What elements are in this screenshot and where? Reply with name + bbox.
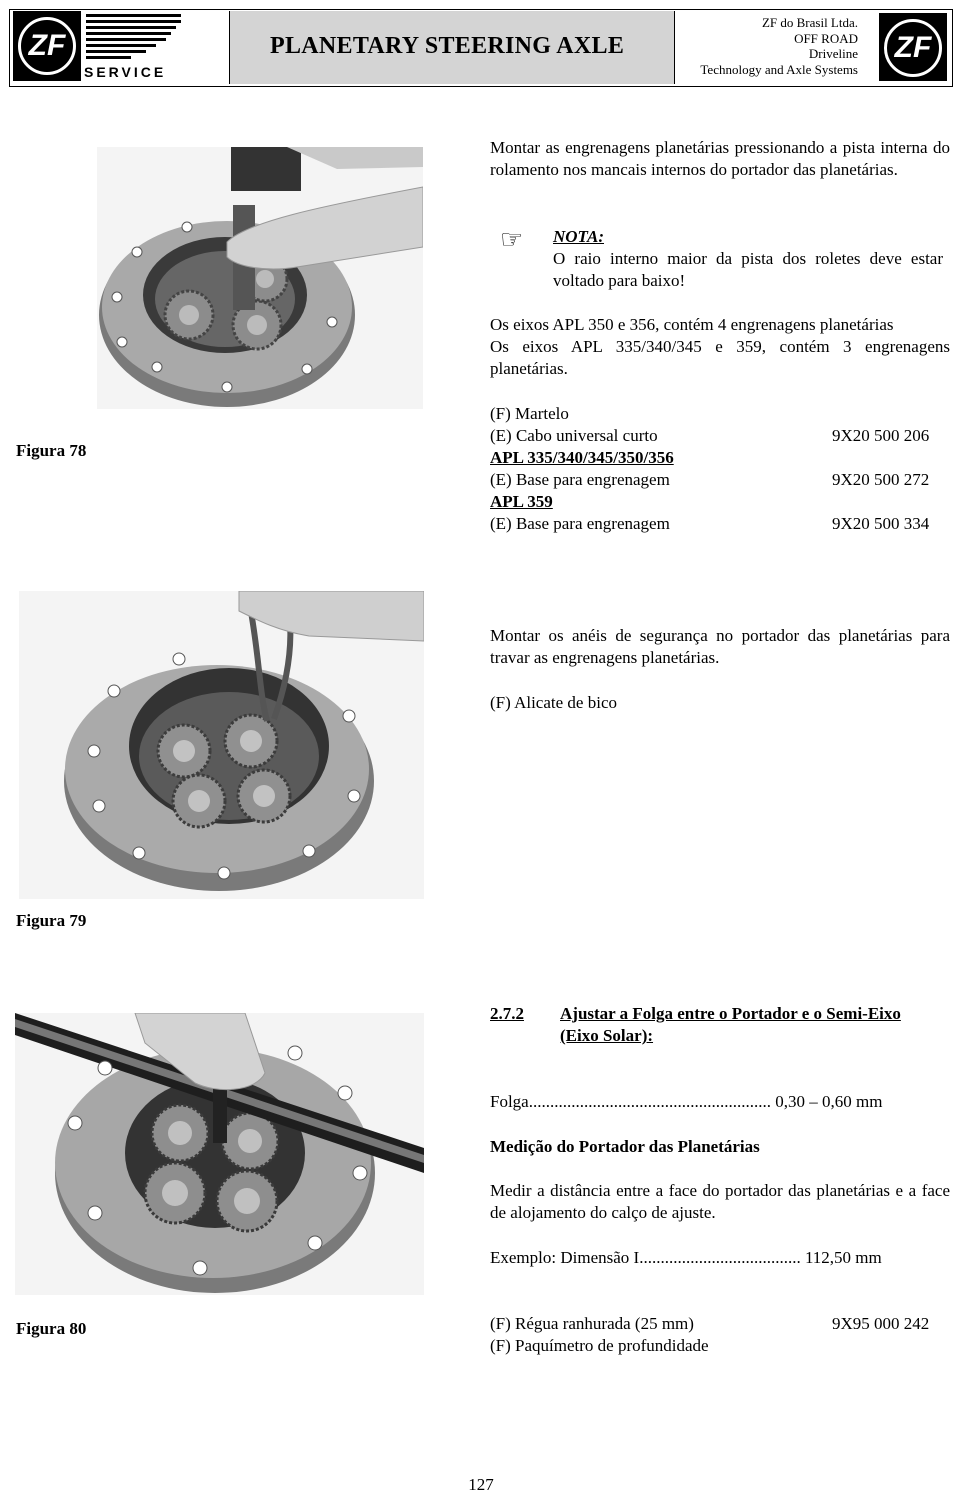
section-79-paragraph: Montar os anéis de segurança no portador das planetárias para travar as engrenagens planetárias.: [490, 626, 950, 667]
zf-logo-left: [13, 11, 81, 81]
tool-line: [490, 1313, 950, 1335]
page-title: PLANETARY STEERING AXLE: [270, 33, 625, 59]
section-heading-line-2: (Eixo Solar):: [560, 1026, 654, 1045]
figure-80-photo: [15, 1013, 424, 1295]
figure-78-label: Figura 78: [16, 441, 87, 460]
page-number: 127: [468, 1475, 494, 1494]
note-title: NOTA:: [553, 227, 604, 246]
company-line-3: Driveline: [808, 46, 858, 61]
tool-name: (E) Cabo universal curto: [490, 426, 658, 445]
tool-code: 9X95 000 242: [832, 1314, 930, 1333]
tool-line: (F) Alicate de bico: [490, 693, 617, 712]
tool-line: [490, 513, 950, 535]
note-text: O raio interno maior da pista dos roletes deve estar voltado para baixo!: [553, 249, 943, 290]
tool-list-78: [490, 403, 950, 535]
axles-text-2: Os eixos APL 335/340/345 e 359, contém 3 engrenagens planetárias.: [490, 337, 950, 378]
tool-group-heading: APL 335/340/345/350/356: [490, 448, 674, 467]
company-info: [700, 15, 858, 77]
tool-list-80: [490, 1313, 950, 1357]
zf-logo-text: ZF: [18, 17, 76, 75]
service-stripes-icon: [86, 14, 181, 62]
tool-code: 9X20 500 334: [832, 514, 930, 533]
section-78-paragraph: Montar as engrenagens planetárias pressionando a pista interna do rolamento nos mancais internos do portador das planetárias.: [490, 138, 950, 179]
tool-code: 9X20 500 206: [832, 426, 930, 445]
company-line-1: ZF do Brasil Ltda.: [761, 15, 858, 30]
tool-line: [490, 469, 950, 491]
company-line-4: Technology and Axle Systems: [700, 61, 858, 77]
section-80-paragraph: Medir a distância entre a face do portador das planetárias e a face de alojamento do calço de ajuste.: [490, 1181, 950, 1222]
figure-79-photo: [19, 591, 424, 899]
clearance-spec: Folga......................................................... 0,30 – 0,60 mm: [490, 1092, 883, 1111]
company-line-2: OFF ROAD: [794, 30, 858, 46]
service-label: SERVICE: [84, 64, 167, 80]
figure-78-photo: [97, 147, 423, 409]
zf-logo-text-right: ZF: [884, 19, 942, 77]
tool-line: [490, 425, 950, 447]
example-dimension: Exemplo: Dimensão I...................................... 112,50 mm: [490, 1248, 882, 1267]
tool-name: (F) Régua ranhurada (25 mm): [490, 1314, 694, 1333]
tool-name: (E) Base para engrenagem: [490, 514, 670, 533]
tool-code: 9X20 500 272: [832, 470, 930, 489]
tool-line: (F) Martelo: [490, 404, 569, 423]
pointing-hand-icon: ☞: [500, 225, 524, 254]
tool-group-heading: APL 359: [490, 492, 553, 511]
section-number: 2.7.2: [490, 1004, 524, 1023]
axles-text-1: Os eixos APL 350 e 356, contém 4 engrenagens planetárias: [490, 315, 894, 334]
title-box: [229, 11, 675, 84]
measurement-subheading: Medição do Portador das Planetárias: [490, 1137, 760, 1156]
tool-name: (E) Base para engrenagem: [490, 470, 670, 489]
tool-line: (F) Paquímetro de profundidade: [490, 1336, 709, 1355]
zf-logo-right: [879, 13, 947, 81]
section-heading-line-1: Ajustar a Folga entre o Portador e o Semi-Eixo: [560, 1004, 901, 1023]
figure-79-label: Figura 79: [16, 911, 87, 930]
figure-80-label: Figura 80: [16, 1319, 87, 1338]
